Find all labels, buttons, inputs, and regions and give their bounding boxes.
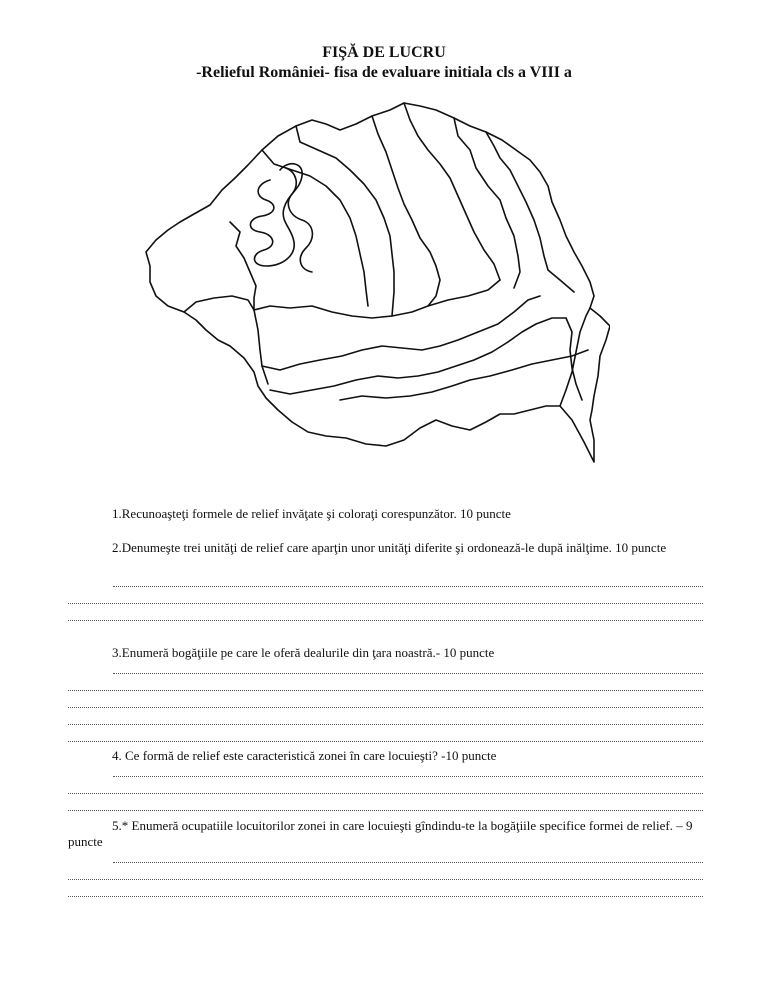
- question-1: [68, 506, 718, 522]
- eastern-carpathians-outer: [404, 103, 500, 280]
- question-4: [68, 748, 718, 764]
- question-4-text: 4. Ce formă de relief este caracteristică zonei în care locuieşti? -10 puncte: [112, 748, 497, 763]
- getic-plateau-border: [270, 318, 566, 394]
- answer-line[interactable]: [113, 586, 703, 587]
- romania-relief-map: [130, 100, 610, 470]
- answer-line[interactable]: [68, 896, 703, 897]
- worksheet-subtitle: -Relieful României- fisa de evaluare initiala cls a VIII a: [196, 64, 572, 81]
- moldavian-plateau-border: [454, 118, 520, 288]
- worksheet-title: FIŞĂ DE LUCRU: [322, 44, 446, 61]
- eastern-carpathians-inner: [372, 116, 440, 306]
- answer-line[interactable]: [68, 690, 703, 691]
- answer-line[interactable]: [68, 879, 703, 880]
- answer-line[interactable]: [68, 707, 703, 708]
- southern-carpathians-north: [254, 280, 500, 318]
- question-5: [68, 818, 718, 850]
- answer-line[interactable]: [113, 862, 703, 863]
- answer-line[interactable]: [68, 603, 703, 604]
- answer-line[interactable]: [113, 776, 703, 777]
- question-2: [68, 540, 718, 556]
- question-2-text: 2.Denumeşte trei unităţi de relief care aparţin unor unităţi diferite şi ordonează-le după inălţime. 10 puncte: [112, 540, 667, 555]
- transylvanian-subcarpathians: [296, 126, 394, 316]
- western-hills: [184, 296, 254, 312]
- question-3-text: 3.Enumeră bogăţiile pe care le oferă dealurile din ţara noastră.- 10 puncte: [112, 645, 495, 660]
- answer-line[interactable]: [68, 793, 703, 794]
- answer-line[interactable]: [68, 741, 703, 742]
- answer-line[interactable]: [68, 810, 703, 811]
- transylvanian-plateau-west: [262, 150, 368, 306]
- question-1-text: 1.Recunoaşteţi formele de relief invăţate şi coloraţi corespunzător. 10 puncte: [112, 506, 511, 521]
- question-5-text: 5.* Enumeră ocupatiile locuitorilor zonei in care locuieşti gîndindu-te la bogăţiile specifice formei de relief. – 9 puncte: [68, 818, 693, 849]
- question-3: [68, 645, 718, 661]
- answer-line[interactable]: [68, 724, 703, 725]
- romanian-plain-border: [340, 350, 588, 400]
- answer-line[interactable]: [68, 620, 703, 621]
- country-border: [146, 103, 610, 462]
- answer-line[interactable]: [113, 673, 703, 674]
- moldavian-subcarpathians: [486, 132, 574, 292]
